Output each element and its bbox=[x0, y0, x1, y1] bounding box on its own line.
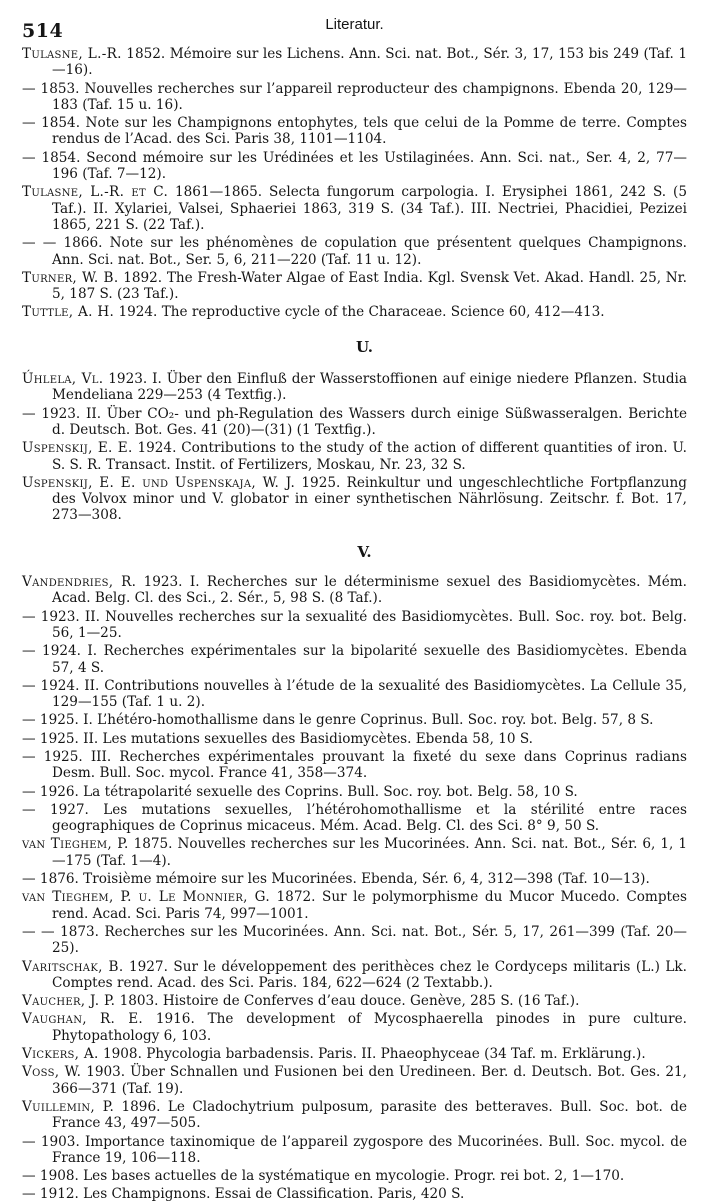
reference-author: Tulasne, L.-R. bbox=[22, 46, 122, 62]
reference-entry bbox=[22, 731, 687, 747]
reference-author: Tulasne, L.-R. et C. bbox=[22, 184, 169, 201]
reference-author: Vandendries, R. bbox=[22, 574, 137, 591]
reference-text: — 1923. II. Nouvelles recherches sur la sexualité des Basidiomycètes. Bull. Soc. roy. bot. Belg. 56, 1—25. bbox=[22, 608, 687, 641]
reference-text: — 1854. Second mémoire sur les Urédinées et les Ustilaginées. Ann. Sci. nat., Ser. 4, 2, 77—196 (Taf. 7—12). bbox=[22, 149, 687, 183]
reference-author: Voss, W. bbox=[22, 1064, 82, 1081]
reference-author: Uspenskij, E. E. bbox=[22, 440, 133, 457]
reference-text: — 1853. Nouvelles recherches sur l’appareil reproducteur des champignons. Ebenda 20, 129—183 (Taf. 15 u. 16). bbox=[22, 80, 687, 113]
reference-author: Turner, W. B. bbox=[22, 269, 119, 286]
reference-entry bbox=[22, 802, 687, 835]
reference-entry bbox=[22, 475, 687, 524]
reference-entry bbox=[22, 1168, 687, 1184]
reference-entry bbox=[22, 115, 687, 148]
reference-text: 1903. Über Schnallen und Fusionen bei den Uredineen. Ber. d. Deutsch. Bot. Ges. 21, 366—371 (Taf. 19). bbox=[52, 1064, 687, 1097]
reference-text: 1896. Le Cladochytrium pulposum, parasite des betteraves. Bull. Soc. bot. de France 43, 497—505. bbox=[52, 1098, 687, 1132]
reference-text: — 1876. Troisième mémoire sur les Mucorinées. Ebenda, Sér. 6, 4, 312—398 (Taf. 10—13). bbox=[22, 871, 650, 888]
reference-author: Vuillemin, P. bbox=[22, 1098, 115, 1115]
reference-text: 1852. Mémoire sur les Lichens. Ann. Sci. nat. Bot., Sér. 3, 17, 153 bis 249 (Taf. 1—16). bbox=[52, 46, 687, 79]
reference-entry bbox=[22, 889, 687, 922]
reference-author: Vaucher, J. P. bbox=[22, 993, 116, 1010]
reference-text: 1861—1865. Selecta fungorum carpologia. I. Erysiphei 1861, 242 S. (5 Taf.). II. Xylariei, Valsei, Sphaeriei 1863, 319 S. (34 Taf.). III. Nectriei, Phacidiei, Pezizei 1865, 221 S. (22 Taf.). bbox=[52, 184, 688, 233]
reference-entry bbox=[22, 609, 687, 642]
reference-text: — 1908. Les bases actuelles de la systématique en mycologie. Progr. rei bot. 2, 1—170. bbox=[22, 1168, 625, 1185]
reference-entry bbox=[22, 371, 687, 404]
reference-entry bbox=[22, 924, 687, 957]
reference-text: — 1903. Importance taxinomique de l’appareil zygospore des Mucorinées. Bull. Soc. mycol. de France 19, 106—118. bbox=[22, 1133, 687, 1166]
reference-entry bbox=[22, 871, 687, 887]
reference-text: 1923. I. Recherches sur le déterminisme sexuel des Basidiomycètes. Mém. Acad. Belg. Cl. des Sci., 2. Sér., 5, 98 S. (8 Taf.). bbox=[52, 574, 687, 607]
reference-text: — 1923. II. Über CO₂- und ph-Regulation des Wassers durch einige Süßwasseralgen. Berichte d. Deutsch. Bot. Ges. 41 (20)—(31) (1 Textfig.). bbox=[22, 405, 687, 438]
page-number: 514 bbox=[22, 20, 64, 42]
reference-entry bbox=[22, 574, 687, 607]
reference-author: Úhlela, Vl. bbox=[22, 371, 104, 388]
reference-entry bbox=[22, 270, 687, 303]
reference-author: van Tieghem, P. u. Le Monnier, G. bbox=[22, 889, 270, 906]
reference-entry bbox=[22, 150, 687, 183]
reference-entry bbox=[22, 1099, 687, 1132]
reference-entry bbox=[22, 81, 687, 114]
section-letter: V. bbox=[357, 542, 372, 561]
reference-entry bbox=[22, 993, 687, 1009]
reference-text: 1924. Contributions to the study of the action of different quantities of iron. U. S. S. R. Transact. Instit. of Fertilizers, Moskau, Nr. 23, 32 S. bbox=[52, 440, 687, 473]
reference-author: Tuttle, A. H. bbox=[22, 304, 115, 321]
reference-list bbox=[22, 46, 687, 1203]
reference-text: 1923. I. Über den Einfluß der Wasserstoffionen auf einige niedere Pflanzen. Studia Mendeliana 229—253 (4 Textfig.). bbox=[52, 371, 687, 404]
reference-entry bbox=[22, 46, 687, 79]
reference-entry bbox=[22, 1064, 687, 1097]
reference-author: Uspenskij, E. E. und Uspenskaja, W. J. bbox=[22, 474, 296, 491]
reference-author: Vaughan, R. E. bbox=[22, 1011, 144, 1028]
reference-text: — 1924. II. Contributions nouvelles à l’étude de la sexualité des Basidiomycètes. La Cellule 35, 129—155 (Taf. 1 u. 2). bbox=[22, 677, 687, 711]
reference-text: 1875. Nouvelles recherches sur les Mucorinées. Ann. Sci. nat. Bot., Sér. 6, 1, 1—175 (Taf. 1—4). bbox=[52, 836, 687, 869]
reference-text: — 1924. I. Recherches expérimentales sur la bipolarité sexuelle des Basidiomycètes. Ebenda 57, 4 S. bbox=[22, 643, 687, 676]
reference-text: 1892. The Fresh-Water Algae of East India. Kgl. Svensk Vet. Akad. Handl. 25, Nr. 5, 187 S. (23 Taf.). bbox=[52, 269, 687, 303]
reference-text: — — 1866. Note sur les phénomènes de copulation que présentent quelques Champignons. Ann. Sci. nat. Bot., Ser. 5, 6, 211—220 (Taf. 11 u. 12). bbox=[22, 235, 687, 268]
reference-text: — 1925. III. Recherches expérimentales prouvant la fixeté du sexe dans Coprinus radians Desm. Bull. Soc. mycol. France 41, 358—374. bbox=[22, 748, 687, 782]
reference-text: — 1925. I. L’hétéro-homothallisme dans le genre Coprinus. Bull. Soc. roy. bot. Belg. 57, 8 S. bbox=[22, 712, 654, 729]
reference-author: Vickers, A. bbox=[22, 1046, 99, 1063]
reference-text: 1927. Sur le développement des perithèces chez le Cordyceps militaris (L.) Lk. Comptes rend. Acad. des Sci. Paris. 184, 622—624 (2 Textabb.). bbox=[52, 958, 687, 991]
reference-entry bbox=[22, 1011, 687, 1044]
reference-entry bbox=[22, 836, 687, 869]
reference-author: Varitschak, B. bbox=[22, 958, 124, 975]
reference-entry bbox=[22, 440, 687, 473]
reference-entry bbox=[22, 749, 687, 782]
running-title: Literatur. bbox=[325, 16, 384, 33]
reference-entry bbox=[22, 1046, 687, 1062]
reference-text: 1916. The development of Mycosphaerella pinodes in pure culture. Phytopathology 6, 103. bbox=[52, 1011, 687, 1044]
page-header bbox=[22, 10, 687, 46]
reference-text: — — 1873. Recherches sur les Mucorinées. Ann. Sci. nat. Bot., Sér. 5, 17, 261—399 (Taf. 20—25). bbox=[22, 923, 687, 957]
reference-text: — 1925. II. Les mutations sexuelles des Basidiomycètes. Ebenda 58, 10 S. bbox=[22, 730, 533, 747]
reference-text: 1925. Reinkultur und ungeschlechtliche Fortpflanzung des Volvox minor und V. globator in einer synthetischen Nährlösung. Zeitschr. f. Bot. 17, 273—308. bbox=[52, 474, 687, 524]
reference-text: — 1854. Note sur les Champignons entophytes, tels que celui de la Pomme de terre. Comptes rendus de l’Acad. des Sci. Paris 38, 1101—1104. bbox=[22, 115, 687, 148]
reference-text: — 1912. Les Champignons. Essai de Classification. Paris, 420 S. bbox=[22, 1186, 465, 1203]
reference-text: 1908. Phycologia barbadensis. Paris. II. Phaeophyceae (34 Taf. m. Erklärung.). bbox=[98, 1046, 646, 1063]
reference-entry bbox=[22, 678, 687, 711]
reference-entry bbox=[22, 784, 687, 800]
reference-entry bbox=[22, 1134, 687, 1167]
reference-entry bbox=[22, 235, 687, 268]
reference-entry bbox=[22, 304, 687, 320]
section-letter: U. bbox=[356, 337, 373, 356]
reference-text: 1803. Histoire de Conferves d’eau douce. Genève, 285 S. (16 Taf.). bbox=[115, 993, 580, 1010]
reference-entry bbox=[22, 712, 687, 728]
reference-entry bbox=[22, 643, 687, 676]
reference-author: van Tieghem, P. bbox=[22, 836, 129, 853]
reference-text: 1872. Sur le polymorphisme du Mucor Mucedo. Comptes rend. Acad. Sci. Paris 74, 997—1001. bbox=[52, 889, 688, 922]
reference-text: — 1927. Les mutations sexuelles, l’hétérohomothallisme et la stérilité entre races geographiques de Coprinus micaceus. Mém. Acad. Belg. Cl. des Sci. 8° 9, 50 S. bbox=[22, 801, 687, 835]
reference-entry bbox=[22, 959, 687, 992]
reference-text: 1924. The reproductive cycle of the Characeae. Science 60, 412—413. bbox=[114, 304, 605, 321]
reference-entry bbox=[22, 406, 687, 439]
reference-entry bbox=[22, 1186, 687, 1202]
reference-text: — 1926. La tétrapolarité sexuelle des Coprins. Bull. Soc. roy. bot. Belg. 58, 10 S. bbox=[22, 783, 578, 800]
reference-entry bbox=[22, 184, 687, 233]
